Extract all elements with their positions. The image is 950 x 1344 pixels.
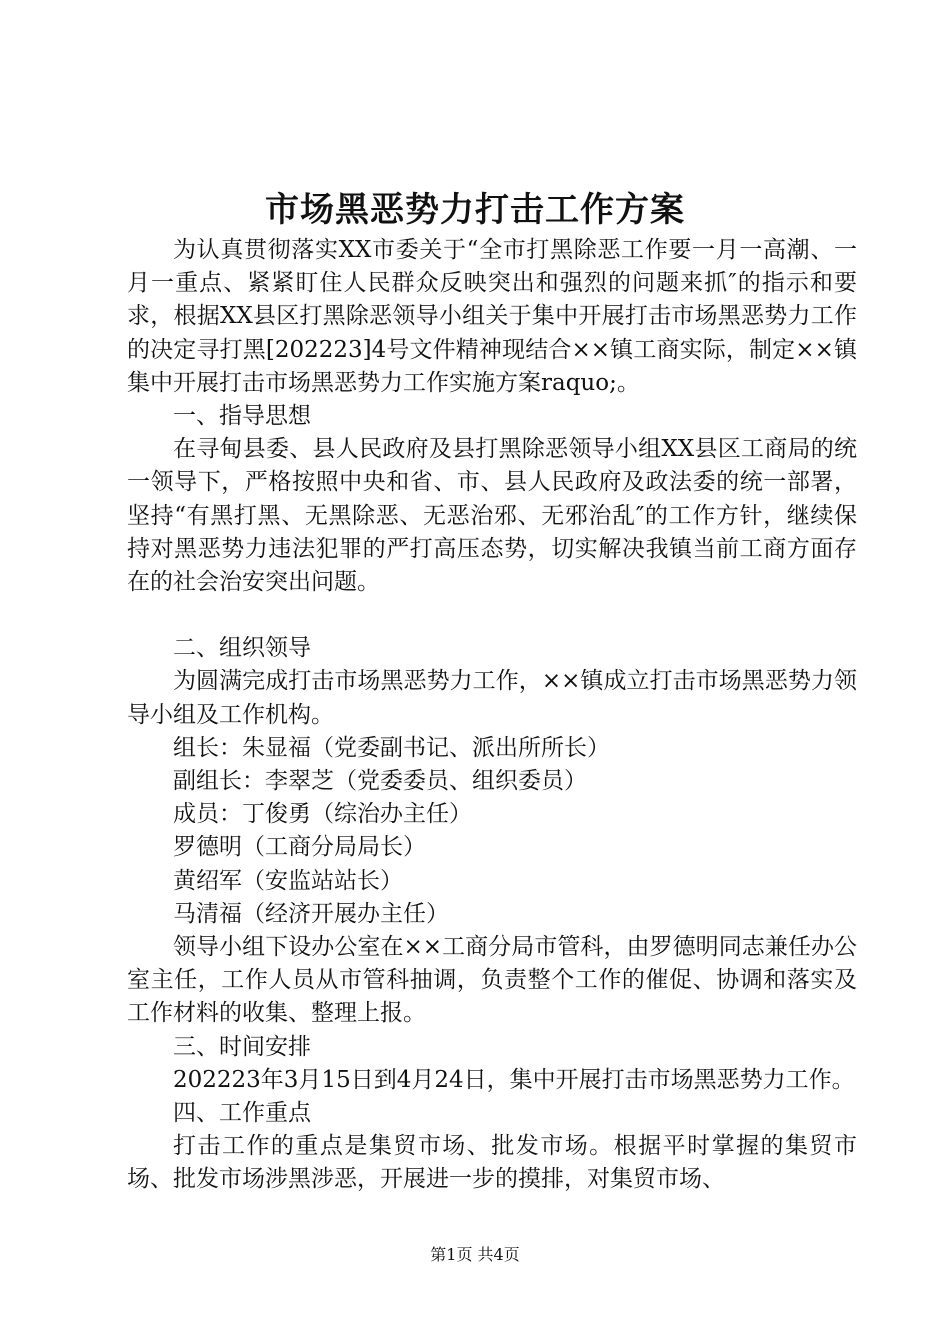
paragraph-gap [127,599,857,632]
member-line: 成员：丁俊勇（综治办主任） [173,801,472,828]
member-line: 罗德明（工商分局局长） [173,834,426,861]
intro-paragraph: 为认真贯彻落实XX市委关于“全市打黑除恶工作要一月一高潮、一月一重点、紧紧盯住人民群众反映突出和强烈的问题来抓″的指示和要求，根据XX县区打黑除恶领导小组关于集中开展打击市场黑恶势力工作的决定寻打黑[202223]4号文件精神现结合××镇工商实际，制定××镇集中开展打击市场黑恶势力工作实施方案raquo;。 [127,237,857,396]
member-line: 黄绍军（安监站站长） [173,867,403,894]
member-line: 马清福（经济开展办主任） [173,900,449,927]
page-number-footer: 第1页 共4页 [430,1245,520,1264]
schedule-paragraph: 202223年3月15日到4月24日，集中开展打击市场黑恶势力工作。 [173,1066,855,1093]
office-paragraph: 领导小组下设办公室在××工商分局市管科，由罗德明同志兼任办公室主任，工作人员从市管科抽调，负责整个工作的催促、协调和落实及工作材料的收集、整理上报。 [127,934,857,1027]
section-heading-schedule: 三、时间安排 [173,1033,311,1060]
section-heading-organization: 二、组织领导 [173,635,311,662]
document-body [127,234,857,1197]
section-heading-guiding-ideology: 一、指导思想 [173,403,311,430]
guiding-ideology-paragraph: 在寻甸县委、县人民政府及县打黑除恶领导小组XX县区工商局的统一领导下，严格按照中央和省、市、县人民政府及政法委的统一部署，坚持“有黑打黑、无黑除恶、无恶治邪、无邪治乱″的工作方针，继续保持对黑恶势力违法犯罪的严打高压态势，切实解决我镇当前工商方面存在的社会治安突出问题。 [127,436,857,596]
organization-paragraph: 为圆满完成打击市场黑恶势力工作，××镇成立打击市场黑恶势力领导小组及工作机构。 [127,668,857,728]
leader-line: 组长：朱显福（党委副书记、派出所所长） [173,734,610,761]
document-title: 市场黑恶势力打击工作方案 [265,190,685,230]
deputy-leader-line: 副组长：李翠芝（党委委员、组织委员） [173,768,587,795]
section-heading-work-focus: 四、工作重点 [173,1100,311,1127]
work-focus-paragraph: 打击工作的重点是集贸市场、批发市场。根据平时掌握的集贸市场、批发市场涉黑涉恶，开展进一步的摸排，对集贸市场、 [127,1133,857,1193]
